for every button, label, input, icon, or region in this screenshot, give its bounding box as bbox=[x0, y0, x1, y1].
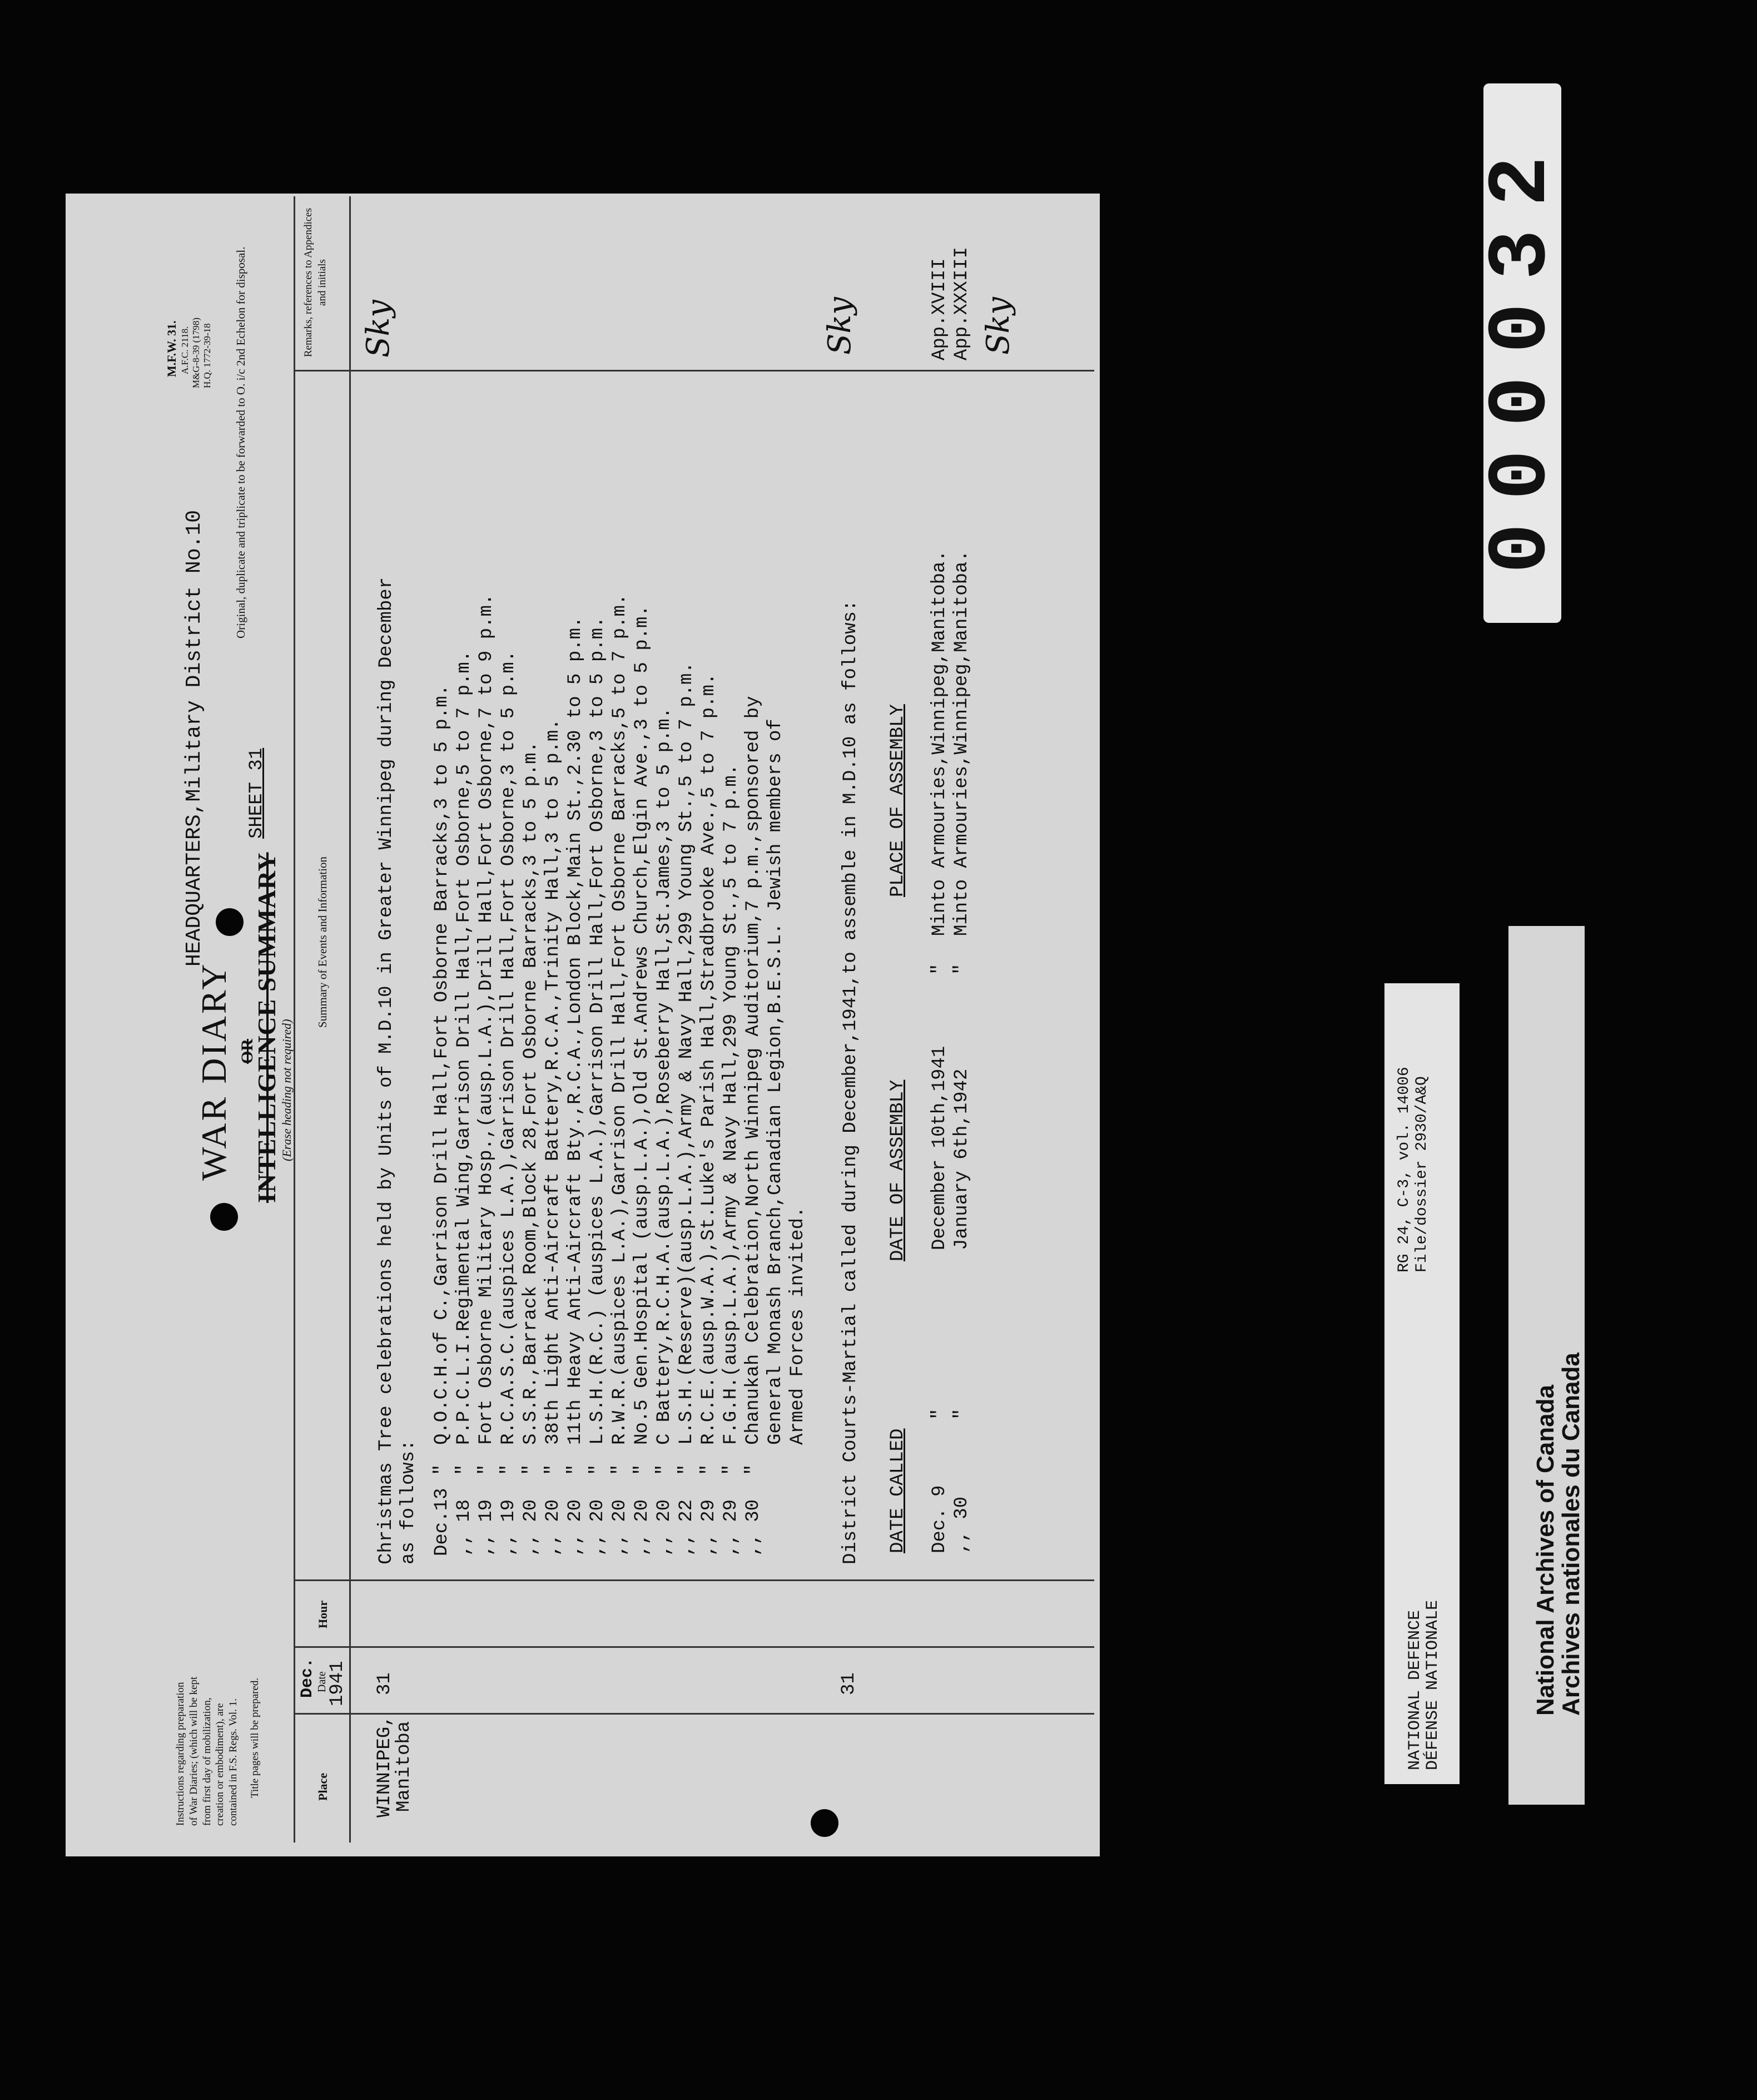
column-header-place: Place bbox=[316, 1772, 330, 1801]
column-header-date: Date bbox=[316, 1671, 328, 1692]
entry-place: WINNIPEG, bbox=[374, 1715, 395, 1817]
celebration-text: No.5 Gen.Hospital (ausp.L.A.),Old St.Andrews Church,Elgin Ave.,3 to 5 p.m. bbox=[632, 605, 653, 1445]
celebration-date: ,, 20 bbox=[565, 1499, 586, 1556]
punch-hole-right bbox=[216, 908, 244, 936]
celebrations-intro-2: as follows: bbox=[398, 1439, 419, 1564]
sheet-number: SHEET 31 bbox=[246, 747, 267, 839]
date-column-rule bbox=[294, 1646, 1094, 1648]
celebration-text: R.W.R.(auspices L.A.),Garrison Drill Hall,Fort Osborne Barracks,5 to 7 p.m. bbox=[609, 593, 631, 1445]
court-mark: " bbox=[929, 1408, 950, 1420]
celebration-ditto-mark: " bbox=[609, 1464, 631, 1475]
court-place: Minto Armouries,Winnipeg,Manitoba. bbox=[929, 550, 950, 936]
celebration-text: L.S.H.(Reserve)(ausp.L.A.),Army & Navy Hall,299 Young St.,5 to 7 p.m. bbox=[676, 662, 697, 1445]
celebrations-intro: Christmas Tree celebrations held by Units of M.D.10 in Greater Winnipeg during December bbox=[376, 577, 397, 1564]
celebration-ditto-mark: " bbox=[743, 1464, 764, 1475]
celebration-ditto-mark: " bbox=[565, 1464, 586, 1475]
celebration-date: Dec.13 bbox=[431, 1488, 453, 1556]
place-column-rule bbox=[294, 1713, 1094, 1715]
celebration-date: ,, 30 bbox=[743, 1499, 764, 1556]
courts-header-assembly: DATE OF ASSEMBLY bbox=[887, 1079, 909, 1261]
celebration-date: ,, 20 bbox=[632, 1499, 653, 1556]
celebration-text: 38th Light Anti-Aircraft Battery,R.C.A.,Trinity Hall,3 to 5 p.m. bbox=[543, 719, 564, 1445]
celebration-date: ,, 20 bbox=[587, 1499, 608, 1556]
celebration-text: R.C.E.(ausp.W.A.),St.Luke's Parish Hall,Stradbrooke Ave.,5 to 7 p.m. bbox=[698, 673, 719, 1445]
celebration-text: F.G.H.(ausp.L.A.),Army & Navy Hall,299 Young St.,5 to 7 p.m. bbox=[721, 764, 742, 1445]
courts-header-place: PLACE OF ASSEMBLY bbox=[887, 704, 909, 897]
court-assembly: December 10th,1941 bbox=[929, 1046, 950, 1250]
court-mark2: " bbox=[929, 963, 950, 975]
celebration-date: ,, 29 bbox=[721, 1499, 742, 1556]
celebration-date: ,, 19 bbox=[476, 1499, 497, 1556]
punch-hole-bottom-left bbox=[811, 1809, 838, 1837]
column-header-hour: Hour bbox=[316, 1600, 330, 1628]
celebration-text: Armed Forces invited. bbox=[787, 1206, 808, 1445]
erase-note: (Erase heading not required) bbox=[280, 1019, 294, 1161]
archives-name-en: National Archives of Canada bbox=[1532, 1385, 1559, 1716]
form-ref-3: H.Q. 1772-39-18 bbox=[202, 323, 212, 388]
celebration-ditto-mark: " bbox=[476, 1464, 497, 1475]
celebration-text: R.C.A.S.C.(auspices L.A.),Garrison Drill Hall,Fort Osborne,3 to 5 p.m. bbox=[498, 650, 519, 1445]
department-fr: DÉFENSE NATIONALE bbox=[1423, 1599, 1442, 1770]
column-header-remarks: Remarks, references to Appendices and initials bbox=[302, 208, 328, 358]
initials-signature: Sky bbox=[360, 300, 396, 358]
war-diary-page bbox=[66, 194, 1100, 1856]
entry-date-2: 31 bbox=[838, 1672, 860, 1695]
column-header-date-month: Dec. bbox=[298, 1657, 317, 1698]
celebration-date: ,, 29 bbox=[698, 1499, 719, 1556]
rg-reference: RG 24, C-3, vol. 14006 bbox=[1396, 1067, 1413, 1272]
celebration-text: General Monash Branch,Canadian Legion,B.E.S.L. Jewish members of bbox=[765, 719, 786, 1445]
court-mark2: " bbox=[951, 963, 972, 975]
celebration-ditto-mark: " bbox=[698, 1464, 719, 1475]
celebration-date: ,, 20 bbox=[543, 1499, 564, 1556]
form-number: M.F.W. 31. bbox=[165, 320, 178, 377]
form-ref-2: M&G-8-39 (1798) bbox=[191, 317, 201, 388]
celebration-ditto-mark: " bbox=[454, 1464, 475, 1475]
appendix-ref-2: App.XXXIII bbox=[951, 246, 972, 360]
struck-title: INTELLIGENCE SUMMARY bbox=[252, 852, 281, 1203]
form-ref-1: A.F.C. 2118. bbox=[180, 326, 190, 374]
initials-signature-2: Sky bbox=[822, 297, 858, 355]
celebration-ditto-mark: " bbox=[431, 1464, 453, 1475]
celebration-date: ,, 22 bbox=[676, 1499, 697, 1556]
celebration-date: ,, 19 bbox=[498, 1499, 519, 1556]
remarks-column-rule bbox=[294, 370, 1094, 372]
unit-heading: HEADQUARTERS,Military District No.10 bbox=[182, 510, 206, 967]
celebration-text: C Battery,R.C.H.A.(ausp.L.A.),Roseberry Hall,St.James,3 to 5 p.m. bbox=[654, 707, 675, 1445]
courts-header-called: DATE CALLED bbox=[887, 1428, 909, 1553]
archives-label bbox=[1508, 926, 1585, 1805]
court-called: ,, 30 bbox=[951, 1496, 972, 1553]
court-called: Dec. 9 bbox=[929, 1485, 950, 1553]
celebration-ditto-mark: " bbox=[654, 1464, 675, 1475]
celebration-ditto-mark: " bbox=[587, 1464, 608, 1475]
hour-column-rule bbox=[294, 1579, 1094, 1581]
entry-date-1: 31 bbox=[374, 1672, 395, 1695]
appendix-ref-1: App.XVIII bbox=[929, 258, 950, 360]
celebration-date: ,, 20 bbox=[520, 1499, 542, 1556]
celebration-text: Q.O.C.H.of C.,Garrison Drill Hall,Fort Osborne Barracks,3 to 5 p.m. bbox=[431, 684, 453, 1445]
celebration-date: ,, 20 bbox=[654, 1499, 675, 1556]
court-place: Minto Armouries,Winnipeg,Manitoba. bbox=[951, 550, 972, 936]
archive-reference-label bbox=[1384, 983, 1460, 1784]
table-top-rule bbox=[294, 196, 295, 1843]
table-header-rule bbox=[349, 196, 351, 1843]
celebration-text: Fort Osborne Military Hosp.,(ausp.L.A.),Drill Hall,Fort Osborne,7 to 9 p.m. bbox=[476, 593, 497, 1445]
page-title: WAR DIARY bbox=[194, 962, 234, 1181]
celebration-text: 11th Heavy Anti-Aircraft Bty.,R.C.A.,London Block,Main St.,2.30 to 5 p.m. bbox=[565, 616, 586, 1445]
forward-note: Original, duplicate and triplicate to be forwarded to O. i/c 2nd Echelon for disposal. bbox=[234, 246, 247, 638]
column-header-date-year: 1941 bbox=[327, 1661, 348, 1706]
department-en: NATIONAL DEFENCE bbox=[1406, 1609, 1425, 1770]
archives-name-fr: Archives nationales du Canada bbox=[1557, 1353, 1585, 1716]
frame-number: 000032 bbox=[1475, 132, 1570, 574]
instructions-text: Instructions regarding preparation of War Diaries; (which will be kept from first day of mobilization, creation or embodiment), are contained in F.S. Regs. Vol. 1. bbox=[175, 1676, 239, 1826]
frame-number-sticker bbox=[1475, 83, 1570, 623]
file-reference: File/dossier 2930/A&Q bbox=[1413, 1076, 1431, 1272]
celebration-ditto-mark: " bbox=[676, 1464, 697, 1475]
celebration-text: S.S.R.,Barrack Room,Block 28,Fort Osborne Barracks,3 to 5 p.m. bbox=[520, 741, 542, 1445]
or-word: OR bbox=[238, 1039, 256, 1064]
celebration-date: ,, 18 bbox=[454, 1499, 475, 1556]
celebration-ditto-mark: " bbox=[543, 1464, 564, 1475]
celebration-text: P.P.C.L.I.Regimental Wing,Garrison Drill Hall,Fort Osborne,5 to 7 p.m. bbox=[454, 650, 475, 1445]
celebration-text: L.S.H.(R.C.) (auspices L.A.),Garrison Drill Hall,Fort Osborne,3 to 5 p.m. bbox=[587, 616, 608, 1445]
celebration-ditto-mark: " bbox=[632, 1464, 653, 1475]
celebration-ditto-mark: " bbox=[498, 1464, 519, 1475]
column-header-summary: Summary of Events and Information bbox=[316, 856, 329, 1028]
initials-signature-3: Sky bbox=[980, 297, 1016, 355]
entry-place-2: Manitoba bbox=[394, 1721, 415, 1812]
title-pages-note: Title pages will be prepared. bbox=[249, 1677, 261, 1798]
celebration-ditto-mark: " bbox=[520, 1464, 542, 1475]
war-diary-page-content bbox=[66, 194, 1100, 1856]
court-mark: " bbox=[951, 1408, 972, 1420]
courts-intro: District Courts-Martial called during December,1941,to assemble in M.D.10 as follows: bbox=[840, 600, 861, 1564]
court-assembly: January 6th,1942 bbox=[951, 1068, 972, 1250]
celebration-text: Chanukah Celebration,North Winnipeg Auditorium,7 p.m.,sponsored by bbox=[743, 696, 764, 1445]
celebration-ditto-mark: " bbox=[721, 1464, 742, 1475]
celebration-date: ,, 20 bbox=[609, 1499, 631, 1556]
punch-hole-left bbox=[210, 1203, 238, 1231]
